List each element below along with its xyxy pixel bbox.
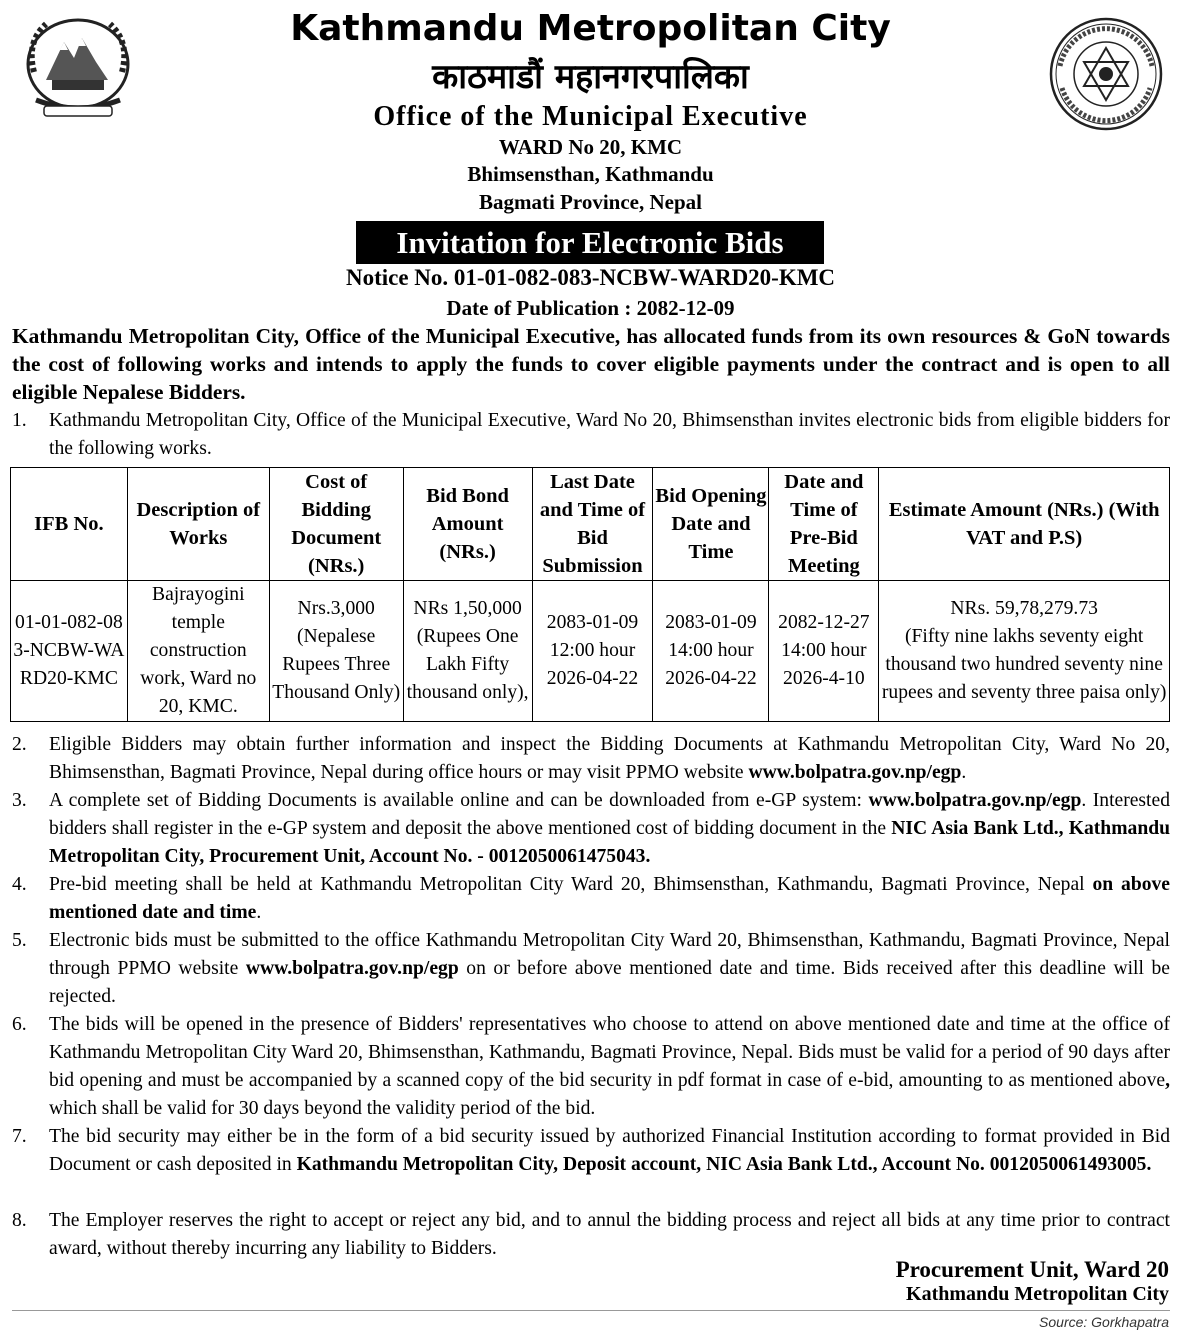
clause-text: The Employer reserves the right to accept or reject any bid, and to annul the bidding process and reject all bids at any time prior to contract award, without thereby incurring any liability to Bidders. <box>49 1210 1170 1259</box>
estimate-amount: NRs. 59,78,279.73 <box>950 598 1098 619</box>
intro-paragraph: Kathmandu Metropolitan City, Office of the Municipal Executive, has allocated funds from its own resources & GoN towards the cost of following works and intends to apply the funds to cover eligible payments under the contract and is open to all eligible Nepalese Bidders. <box>12 324 1170 404</box>
header-cost: Cost of Bidding Document (NRs.) <box>269 468 403 581</box>
clause-number: 5. <box>12 930 27 951</box>
deposit-account-text: Kathmandu Metropolitan City, Deposit account, NIC Asia Bank Ltd., Account No. 0012050061493005. <box>296 1154 1152 1175</box>
header-submission: Last Date and Time of Bid Submission <box>532 468 653 581</box>
submission-date-bs: 2083-01-09 <box>546 612 639 633</box>
opening-date-bs: 2083-01-09 <box>665 612 757 633</box>
clause-text: Kathmandu Metropolitan City, Office of the Municipal Executive, Ward No 20, Bhimsensthan invites electronic bids from eligible bidders for the following works. <box>49 410 1170 459</box>
prebid-date-bs: 2082-12-27 <box>778 612 870 633</box>
cell-cost: Nrs.3,000 (Nepalese Rupees Three Thousand Only) <box>269 581 403 722</box>
footer-divider <box>12 1310 1170 1311</box>
clause-number: 8. <box>12 1210 27 1231</box>
clause-number: 4. <box>12 874 27 895</box>
cell-ifb: 01-01-082-083-NCBW-WARD20-KMC <box>11 581 128 722</box>
clause-text-part: . <box>961 762 967 783</box>
header-opening: Bid Opening Date and Time <box>653 468 769 581</box>
signature-city: Kathmandu Metropolitan City <box>906 1283 1169 1305</box>
clause-4 <box>12 871 1170 927</box>
cell-bid-bond: NRs 1,50,000 (Rupees One Lakh Fifty thousand only), <box>403 581 532 722</box>
clause-text-part: . <box>256 902 262 923</box>
clause-1 <box>12 407 1170 463</box>
clause-text-part: The bids will be opened in the presence of Bidders' representatives who choose to attend on above mentioned date and time at the office of Kathmandu Metropolitan City Ward 20, Bhimsensthan, Kathmandu, Bagmati Province, Nepal. Bids must be valid for a period of 90 days after bid opening and must be accompanied by a scanned copy of the bid security in pdf format in case of e-bid, amounting to as mentioned above <box>49 1014 1170 1091</box>
clause-5 <box>12 927 1170 1011</box>
cell-estimate <box>879 581 1170 722</box>
ward-line: WARD No 20, KMC <box>498 135 683 159</box>
cell-description: Bajrayogini temple construction work, Ward no 20, KMC. <box>127 581 269 722</box>
clause-text <box>49 1011 1170 1123</box>
header-estimate: Estimate Amount (NRs.) (With VAT and P.S) <box>879 468 1170 581</box>
clause-text <box>49 871 1170 927</box>
submission-time: 12:00 hour <box>549 640 636 661</box>
estimate-words: (Fifty nine lakhs seventy eight thousand two hundred seventy nine rupees and seventy three paisa only) <box>881 626 1167 703</box>
clause-bold-text: on above mentioned date and time <box>49 874 1171 923</box>
clause-text-part: which shall be valid for 30 days beyond the validity period of the bid. <box>49 1098 596 1119</box>
cell-prebid <box>769 581 879 722</box>
clause-bold-text: , <box>1165 1070 1170 1091</box>
prebid-date-ad: 2026-4-10 <box>783 668 865 689</box>
clause-8 <box>12 1207 1170 1263</box>
bank-account-text: NIC Asia Bank Ltd., Kathmandu Metropolitan City, Procurement Unit, Account No. - 0012050061475043. <box>49 818 1171 867</box>
clause-text <box>49 731 1170 787</box>
cell-submission <box>532 581 653 722</box>
prebid-time: 14:00 hour <box>781 640 867 661</box>
office-title: Office of the Municipal Executive <box>373 101 808 132</box>
clause-number: 6. <box>12 1014 27 1035</box>
opening-time: 14:00 hour <box>668 640 754 661</box>
cell-opening <box>653 581 769 722</box>
clause-text-part: Electronic bids must be submitted to the office Kathmandu Metropolitan City Ward 20, Bhimsensthan, Kathmandu, Bagmati Province, Nepal through PPMO website <box>49 930 1170 979</box>
clause-text <box>49 1123 1170 1179</box>
signature-unit: Procurement Unit, Ward 20 <box>895 1257 1169 1282</box>
clause-number: 1. <box>12 410 27 431</box>
clause-3 <box>12 787 1170 871</box>
city-title-nepali: काठमाडौं महानगरपालिका <box>432 57 749 97</box>
header-prebid: Date and Time of Pre-Bid Meeting <box>769 468 879 581</box>
clause-number: 7. <box>12 1126 27 1147</box>
clause-6 <box>12 1011 1170 1123</box>
clause-text-part: A complete set of Bidding Documents is available online and can be downloaded from e-GP system: <box>49 790 869 811</box>
clause-number: 3. <box>12 790 27 811</box>
bolpatra-link[interactable]: www.bolpatra.gov.np/egp <box>868 790 1082 811</box>
city-title: Kathmandu Metropolitan City <box>290 8 891 49</box>
header-ifb: IFB No. <box>11 468 128 581</box>
opening-date-ad: 2026-04-22 <box>665 668 757 689</box>
submission-date-ad: 2026-04-22 <box>546 668 639 689</box>
location-line: Bhimsensthan, Kathmandu <box>467 162 714 186</box>
province-line: Bagmati Province, Nepal <box>478 190 702 214</box>
clause-number: 2. <box>12 734 27 755</box>
bolpatra-link[interactable]: www.bolpatra.gov.np/egp <box>748 762 962 783</box>
clause-text-part: Eligible Bidders may obtain further information and inspect the Bidding Documents at Kathmandu Metropolitan City, Ward No 20, Bhimsensthan, Bagmati Province, Nepal during office hours or may visit PPMO website <box>49 734 1170 783</box>
invitation-banner: Invitation for Electronic Bids <box>356 221 824 264</box>
clause-7 <box>12 1123 1170 1179</box>
clause-text-part: The bid security may either be in the form of a bid security issued by authorized Financial Institution according to format provided in Bid Document or cash deposited in <box>49 1126 1170 1175</box>
clause-2 <box>12 731 1170 787</box>
clause-text-part: on or before above mentioned date and time. Bids received after this deadline will be rejected. <box>49 958 1170 1007</box>
clause-text-part: . Interested bidders shall register in the e-GP system and deposit the above mentioned cost of bidding document in the <box>49 790 1170 839</box>
clause-text-part: Pre-bid meeting shall be held at Kathmandu Metropolitan City Ward 20, Bhimsensthan, Kathmandu, Bagmati Province, Nepal <box>49 874 1093 895</box>
clause-text <box>49 927 1170 1011</box>
bid-table <box>10 467 1170 722</box>
header-description: Description of Works <box>127 468 269 581</box>
table-header-row <box>11 468 1170 581</box>
table-row <box>11 581 1170 722</box>
publication-date: Date of Publication : 2082-12-09 <box>446 296 735 320</box>
bolpatra-link[interactable]: www.bolpatra.gov.np/egp <box>245 958 459 979</box>
clause-text <box>49 787 1170 871</box>
notice-number: Notice No. 01-01-082-083-NCBW-WARD20-KMC <box>345 265 836 290</box>
header-bid-bond: Bid Bond Amount (NRs.) <box>403 468 532 581</box>
source-credit: Source: Gorkhapatra <box>1039 1314 1169 1330</box>
